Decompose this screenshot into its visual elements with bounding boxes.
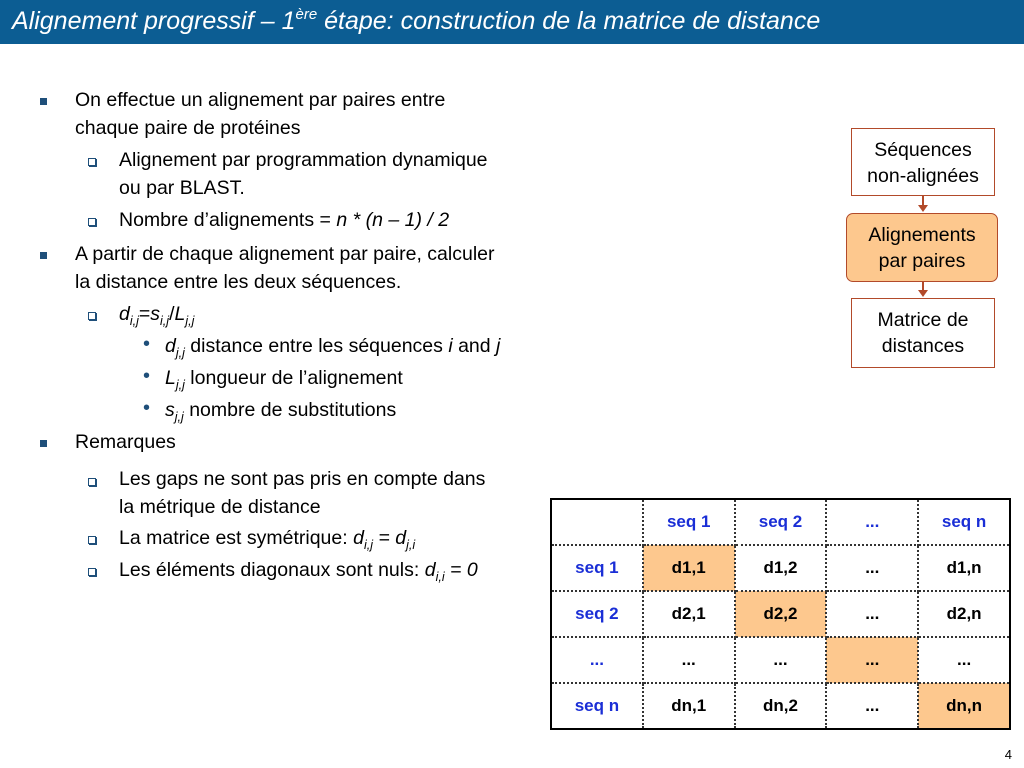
bullet-1b: Nombre d’alignements = n * (n – 1) / 2 [119,209,450,231]
arrow-down-icon [918,205,928,212]
table-row [551,545,1010,591]
table-cell: d2,1 [643,591,735,637]
table-cell: d1,1 [643,545,735,591]
definition-s: $s_{j,j}$ nombre de substitutions [165,399,397,424]
table-cell: ... [643,637,735,683]
table-cell: dn,n [918,683,1010,729]
row-header: seq 2 [551,591,643,637]
table-cell: ... [918,637,1010,683]
distance-matrix-table [550,498,1011,730]
bullet-square-icon [40,252,47,259]
sub-bullet-icon [88,568,96,576]
table-cell: ... [826,683,918,729]
table-cell: ... [735,637,827,683]
column-header: ... [826,499,918,545]
sub-bullet-icon [88,312,96,320]
row-header: seq n [551,683,643,729]
table-cell: ... [826,591,918,637]
arrow-down-icon [918,290,928,297]
table-cell: d2,2 [735,591,827,637]
dot-bullet-icon: • [143,397,151,419]
dot-bullet-icon: • [143,365,151,387]
row-header: seq 1 [551,545,643,591]
table-cell: d1,2 [735,545,827,591]
dot-bullet-icon: • [143,333,151,355]
table-cell: dn,1 [643,683,735,729]
bullet-1a: Alignement par programmation dynamique ou par BLAST. [119,149,488,199]
bullet-square-icon [40,440,47,447]
sub-bullet-icon [88,536,96,544]
definition-L: $L_{j,j}$ longueur de l’alignement [165,367,403,392]
bullet-2: A partir de chaque alignement par paire, calculer la distance entre les deux séquences. [75,243,495,293]
bullet-3c: Les éléments diagonaux sont nuls: $d_{i,i} = 0$ [119,559,478,584]
sub-bullet-icon [88,478,96,486]
table-corner-cell [551,499,643,545]
table-cell: dn,2 [735,683,827,729]
table-row [551,683,1010,729]
sub-bullet-icon [88,218,96,226]
table-row [551,591,1010,637]
bullet-1: On effectue un alignement par paires entre chaque paire de protéines [75,89,446,139]
sub-bullet-icon [88,158,96,166]
flow-box-unaligned-sequences: Séquences non-alignées [851,128,995,196]
bullet-3a: Les gaps ne sont pas pris en compte dans la métrique de distance [119,468,486,518]
table-row [551,637,1010,683]
table-cell: d1,n [918,545,1010,591]
bullet-list [0,0,600,600]
distance-formula: $d_{i,j}=s_{i,j}/L_{j,j}$ [119,303,195,328]
definition-d: $d_{j,j}$ distance entre les séquences i and j [165,335,501,360]
bullet-3b: La matrice est symétrique: $d_{i,j} = d_{j,i}$ [119,527,416,552]
bullet-3: Remarques [75,431,176,453]
column-header: seq 1 [643,499,735,545]
slide-title: Alignement progressif – 1ère étape: construction de la matrice de distance [12,6,821,35]
bullet-square-icon [40,98,47,105]
row-header: ... [551,637,643,683]
flow-box-distance-matrix: Matrice de distances [851,298,995,368]
column-header: seq n [918,499,1010,545]
table-cell: d2,n [918,591,1010,637]
column-header: seq 2 [735,499,827,545]
table-cell: ... [826,637,918,683]
page-number: 4 [1004,747,1012,762]
flow-box-pairwise-alignments: Alignements par paires [846,213,998,282]
table-header-row [551,499,1010,545]
table-cell: ... [826,545,918,591]
